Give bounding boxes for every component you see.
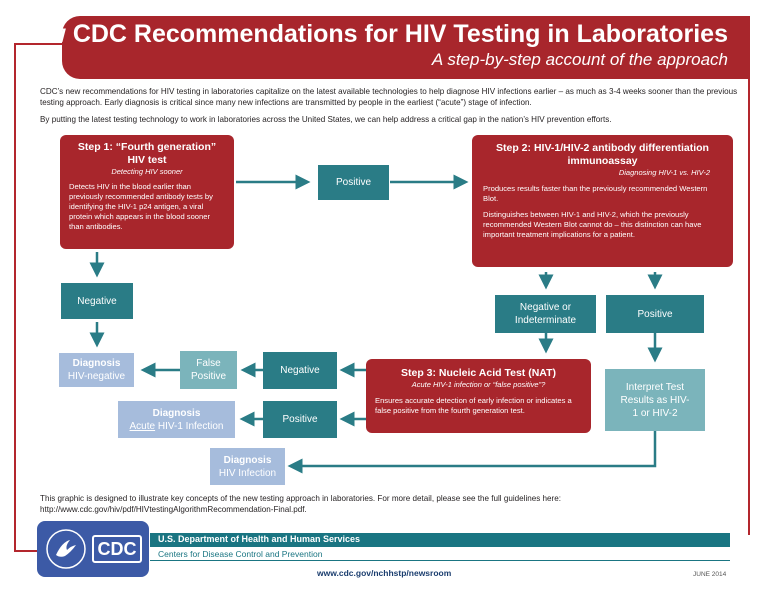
arrow-interpret-diagnosis bbox=[295, 431, 655, 466]
interpret-results-node: Interpret Test Results as HIV-1 or HIV-2 bbox=[605, 369, 705, 431]
positive-node-1: Positive bbox=[318, 165, 389, 200]
step1-title: Step 1: “Fourth generation” HIV test bbox=[77, 141, 217, 166]
page-title: New CDC Recommendations for HIV Testing in Laboratories bbox=[14, 20, 728, 48]
intro-paragraph-1: CDC’s new recommendations for HIV testing in laboratories capitalize on the latest available technologies to help diagnose HIV infections earlier – as much as 3-4 weeks sooner than the previous testing approach. Early diagnosis is critical since many new infections are transmitted by people in the earliest (“acute”) stage of infection. bbox=[40, 87, 738, 107]
step2-box bbox=[472, 135, 733, 267]
cdc-logo-text: CDC bbox=[92, 535, 142, 563]
step2-subtitle: Diagnosing HIV-1 vs. HIV-2 bbox=[618, 168, 710, 177]
footer-note: This graphic is designed to illustrate key concepts of the new testing approach in laboratories. For more detail, please see the full guidelines here: http://www.cdc.gov/hiv/pdf/HIVtestingAlgorithmRecommendation-Final.pdf. bbox=[40, 494, 561, 514]
cdc-bar bbox=[150, 547, 730, 561]
hhs-label: U.S. Department of Health and Human Services bbox=[158, 534, 361, 544]
diagnosis-negative-title: Diagnosis bbox=[72, 358, 121, 369]
step2-title: Step 2: HIV-1/HIV-2 antibody differentiation immunoassay bbox=[496, 142, 709, 167]
false-positive-node: False Positive bbox=[180, 351, 237, 389]
acute-rest: HIV-1 Infection bbox=[155, 420, 224, 432]
step2-body-1: Produces results faster than the previously recommended Western Blot. bbox=[483, 184, 708, 203]
intro-paragraph-2: By putting the latest testing technology to work in laboratories across the United States, we can help address a critical gap in the nation’s HIV prevention efforts. bbox=[40, 115, 612, 124]
diagnosis-acute-line bbox=[130, 420, 224, 433]
positive-node-2: Positive bbox=[606, 295, 704, 333]
step3-title: Step 3: Nucleic Acid Test (NAT) bbox=[401, 367, 556, 379]
positive-node-3: Positive bbox=[263, 401, 337, 438]
step3-body: Ensures accurate detection of early infection or indicates a false positive from the fourth generation test. bbox=[375, 396, 572, 415]
step2-body-2: Distinguishes between HIV-1 and HIV-2, which the previously recommended Western Blot cannot do – this distinction can have important treatment implications for a patient. bbox=[483, 210, 702, 239]
page-subtitle: A step-by-step account of the approach bbox=[431, 50, 728, 69]
diagnosis-negative-text: HIV-negative bbox=[67, 371, 126, 382]
diagnosis-acute-title: Diagnosis bbox=[152, 407, 201, 419]
step1-body: Detects HIV in the blood earlier than previously recommended antibody tests by identifying the HIV-1 p24 antigen, a viral protein which appears in the blood sooner than antibodies. bbox=[69, 182, 213, 231]
diagnosis-hiv-infection bbox=[210, 448, 285, 485]
diagnosis-hiv-text: HIV Infection bbox=[218, 467, 277, 479]
step3-subtitle: Acute HIV-1 infection or “false positive”? bbox=[411, 380, 546, 389]
step1-subtitle: Detecting HIV sooner bbox=[111, 167, 183, 176]
diagnosis-hiv-negative bbox=[59, 353, 134, 387]
diagnosis-hiv-title: Diagnosis bbox=[223, 454, 272, 466]
step1-box bbox=[60, 135, 234, 249]
step3-box bbox=[366, 359, 591, 433]
acute-word: Acute bbox=[129, 420, 156, 432]
logo-block bbox=[37, 521, 149, 577]
hhs-bar bbox=[150, 533, 730, 547]
hhs-seal-icon bbox=[45, 528, 87, 570]
newsroom-link[interactable]: www.cdc.gov/nchhstp/newsroom bbox=[317, 568, 452, 578]
date-label: JUNE 2014 bbox=[693, 571, 727, 578]
diagnosis-acute-hiv1 bbox=[118, 401, 235, 438]
negative-indeterminate-node: Negative or Indeterminate bbox=[495, 295, 596, 333]
cdc-fullname: Centers for Disease Control and Prevention bbox=[158, 549, 323, 559]
negative-node-1: Negative bbox=[61, 283, 133, 319]
negative-node-3: Negative bbox=[263, 352, 337, 389]
